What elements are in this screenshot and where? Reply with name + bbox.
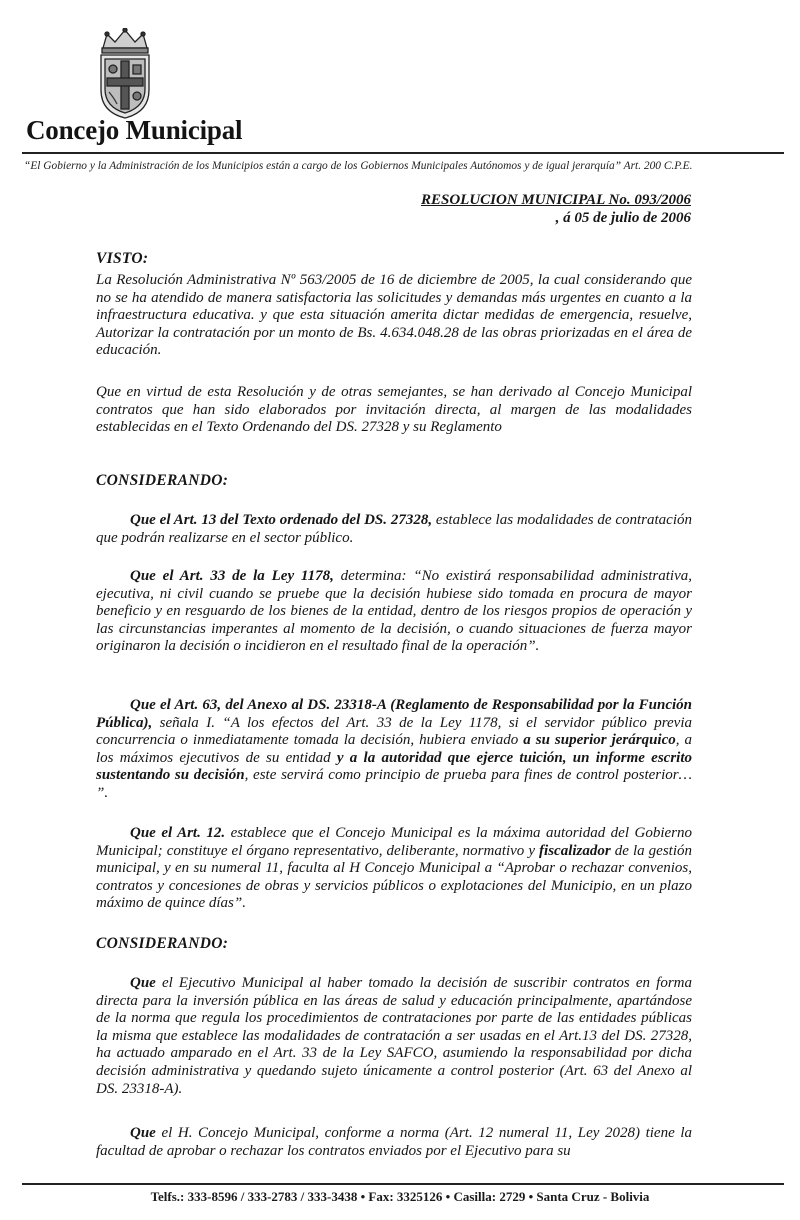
resolution-number: RESOLUCION MUNICIPAL No. 093/2006 (420, 192, 691, 208)
considerando-1-paragraph-2 (96, 568, 692, 656)
emphasis-text: y a la autoridad que ejerce tuición, un informe escrito sustentando su decisión (96, 749, 692, 784)
emphasis-text: Que el Art. 33 de la Ley 1178, (130, 568, 334, 584)
considerando-1-paragraph-4 (96, 825, 692, 913)
resolution-date: , á 05 de julio de 2006 (555, 210, 691, 226)
visto-paragraph-2: Que en virtud de esta Resolución y de otras semejantes, se han derivado al Concejo Municipal contratos que han sido elaborados por invitación directa, al margen de las modalidades establecidas en el Texto Ordenando del DS. 27328 y su Reglamento (96, 384, 692, 436)
header-divider (22, 152, 784, 154)
emphasis-text: fiscalizador (539, 842, 611, 859)
brand-name: Concejo Municipal (26, 115, 243, 145)
footer-divider (22, 1183, 784, 1185)
visto-paragraph-1: La Resolución Administrativa Nº 563/2005 de 16 de diciembre de 2005, la cual considerando que no se ha atendido de manera satisfactoria las solicitudes y demandas más urgentes en cuanto a la infraestructura educativa. y que esta situación amerita dictar medidas de emergencia, resuelve, Autorizar la contratación por un monto de Bs. 4.634.048.28 de las obras priorizadas en el área de educación. (96, 272, 692, 359)
paragraph-text: determina: “No existirá responsabilidad administrativa, ejecutiva, ni civil cuando se pruebe que la decisión hubiese sido tomada en procura de mayor beneficio y en resguardo de los bienes de la entidad, dentro de los riesgos propios de operación y las circunstancias imperantes al momento de la decisión, o cuando situaciones de fuerza mayor originaron la decisión o incidieron en el resultado final de la operación”. (96, 568, 692, 655)
paragraph-text: señala I. “A los efectos del Art. 33 de la Ley 1178, si el servidor público previa concurrencia o inmediatamente tomada la decisión, hubiera enviado (96, 714, 692, 749)
considerando-2-paragraph-1 (96, 975, 692, 1098)
paragraph-text: establece que el Concejo Municipal es la máxima autoridad del Gobierno Municipal; constituye el órgano representativo, deliberante, normativo y (96, 825, 692, 859)
emphasis-text: a su superior jerárquico (523, 732, 676, 749)
considerando-1-paragraph-1 (96, 512, 692, 547)
paragraph-text: el Ejecutivo Municipal al haber tomado la decisión de suscribir contratos en forma directa para la inversión pública en las áreas de salud y educación principalmente, apartándose de la norma que regula los procedimientos de contrataciones por parte de las entidades públicas la misma que establece las modalidades de contratación a ser usadas en el Art.13 del DS. 27328, ha actuado amparado en el Art. 33 de la Ley SAFCO, asumiendo la responsabilidad por dicha decisión administrativa y quedando sujeto únicamente a control posterior (Art. 63 del Anexo al DS. 23318-A). (96, 975, 692, 1097)
coat-of-arms-logo (93, 28, 157, 120)
visto-heading: VISTO: (96, 250, 149, 267)
considerando-2-paragraph-2 (96, 1125, 692, 1160)
emphasis-text: Que el Art. 63, del Anexo al DS. 23318-A (Reglamento de Responsabilidad por la Función Pública), (96, 697, 692, 731)
considerando-1-paragraph-3 (96, 697, 692, 803)
footer-contact: Telfs.: 333-8596 / 333-2783 / 333-3438 • Fax: 3325126 • Casilla: 2729 • Santa Cruz - Bolivia (150, 1189, 650, 1204)
header-motto: “El Gobierno y la Administración de los Municipios están a cargo de los Gobiernos Municipales Autónomos y de igual jerarquía” Art. 200 C.P.E. (24, 160, 693, 172)
emphasis-text: Que (130, 975, 156, 991)
considerando-heading-1: CONSIDERANDO: (96, 472, 229, 489)
paragraph-text: establece las modalidades de contratación que podrán realizarse en el sector público. (96, 512, 692, 546)
paragraph-text: , este servirá como principio de prueba para fines de control posterior… ”. (96, 767, 692, 801)
paragraph-text: de la gestión municipal, y en su numeral 11, faculta al H Concejo Municipal a “Aprobar o rechazar convenios, contratos y concesiones de obras y servicios públicos o explotaciones del Municipio, en un plazo máximo de quince días”. (96, 842, 692, 912)
emphasis-text: Que el Art. 12. (130, 825, 226, 841)
paragraph-text: , a los máximos ejecutivos de su entidad (96, 732, 692, 766)
considerando-heading-2: CONSIDERANDO: (96, 935, 229, 952)
emphasis-text: Que el Art. 13 del Texto ordenado del DS. 27328, (130, 512, 433, 528)
paragraph-text: el H. Concejo Municipal, conforme a norma (Art. 12 numeral 11, Ley 2028) tiene la facultad de aprobar o rechazar los contratos enviados por el Ejecutivo para su (96, 1125, 692, 1159)
emphasis-text: Que (130, 1125, 156, 1141)
